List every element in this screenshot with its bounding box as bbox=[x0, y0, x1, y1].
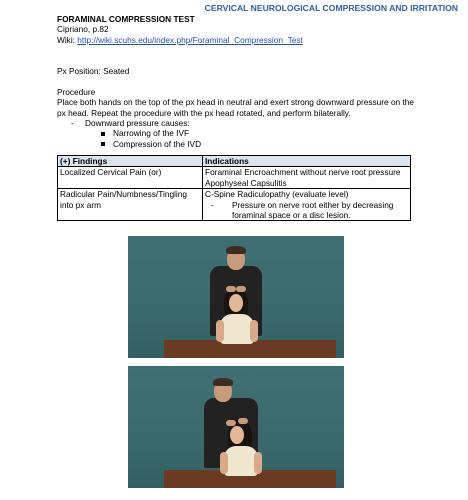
test-title: FORAMINAL COMPRESSION TEST bbox=[57, 14, 195, 24]
source-reference: Cipriano, p.82 bbox=[57, 24, 109, 35]
findings-table bbox=[57, 155, 411, 221]
column-header-findings: (+) Findings bbox=[58, 156, 203, 167]
list-item: - Downward pressure causes: Narrowing of the IVF Compression of the IVD bbox=[71, 118, 417, 149]
section-header: CERVICAL NEUROLOGICAL COMPRESSION AND IRRITATION bbox=[204, 3, 458, 13]
pressure-list bbox=[57, 118, 417, 149]
table-header-row bbox=[58, 156, 411, 167]
column-header-indications: Indications bbox=[203, 156, 411, 167]
table-row bbox=[58, 189, 411, 221]
demonstration-photo-neutral bbox=[128, 236, 344, 358]
procedure-heading: Procedure bbox=[57, 86, 96, 97]
procedure-text: Place both hands on the top of the px head in neutral and exert strong downward pressure on the px head. Repeat the procedure with the px head rotated, and perform bilaterally. bbox=[57, 97, 415, 118]
wiki-link[interactable]: http://wiki.scuhs.edu/index.php/Foraminal_Compression_Test bbox=[77, 34, 303, 45]
finding-cell: Radicular Pain/Numbness/Tingling into px arm bbox=[58, 189, 203, 221]
document-body bbox=[57, 14, 417, 149]
wiki-label: Wiki: bbox=[57, 34, 75, 45]
list-item: Narrowing of the IVF bbox=[99, 128, 417, 138]
finding-cell: Localized Cervical Pain (or) bbox=[58, 167, 203, 189]
list-item: Compression of the IVD bbox=[99, 139, 417, 149]
patient-position: Px Position: Seated bbox=[57, 66, 130, 76]
demonstration-photo-rotated bbox=[128, 366, 344, 488]
pressure-causes bbox=[85, 128, 417, 149]
wiki-line bbox=[57, 35, 417, 45]
indications-cell: C-Spine Radiculopathy (evaluate level) - Pressure on nerve root either by decreasing foraminal space or a disc lesion. bbox=[203, 189, 411, 221]
indications-cell: Foraminal Encroachment without nerve root pressure Apophyseal Capsulitis bbox=[203, 167, 411, 189]
table-row bbox=[58, 167, 411, 189]
list-item: - Pressure on nerve root either by decreasing foraminal space or a disc lesion. bbox=[209, 200, 408, 221]
